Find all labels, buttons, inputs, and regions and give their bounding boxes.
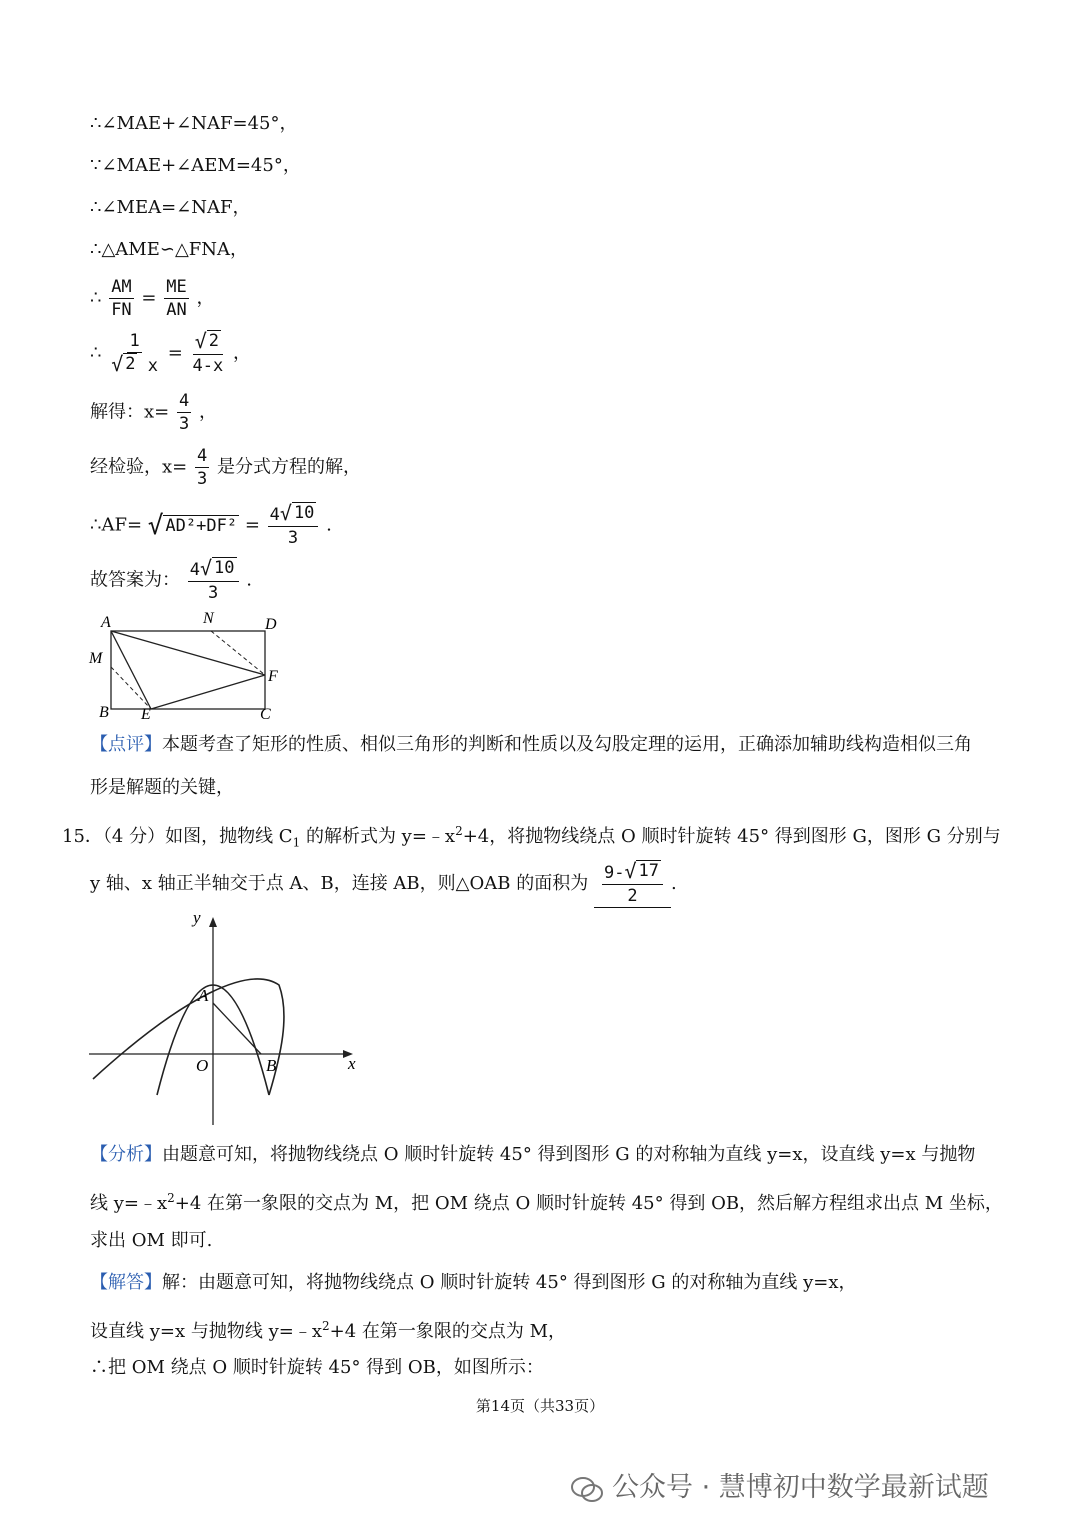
fraction-root2-over-4-x: √ 2 4-x xyxy=(192,329,224,376)
label-f: F xyxy=(268,668,278,685)
line-3: ∴∠MEA=∠NAF， xyxy=(90,197,251,218)
answer-blank xyxy=(594,860,671,908)
line-6-equation: ∴ 1 √ 2 x = √ 2 4-x ， xyxy=(90,329,251,376)
label-y: y xyxy=(193,908,201,927)
label-b: B xyxy=(99,704,109,721)
answer-fraction: 9- √ 17 2 xyxy=(602,860,663,907)
line-9-af: ∴AF= √ AD²+DF² = 4 √ 10 3 . xyxy=(90,501,332,548)
wechat-icon xyxy=(570,1475,604,1503)
watermark: 公众号 · 慧博初中数学最新试题 xyxy=(570,1465,989,1504)
segment-ef xyxy=(151,675,265,709)
segment-af xyxy=(111,631,265,675)
analysis-tag: 【分析】 xyxy=(90,1144,162,1165)
sqrt-ad-df: √ AD²+DF² xyxy=(147,510,238,541)
parabola-figure xyxy=(85,905,375,1135)
question-15-line-1: 15．（4 分）如图，抛物线 $C_1$ 的解析式为 $y=﹣x^2+4$，将抛物线绕点 O 顺时针旋转 45° 得到图形 G，图形 G 分别与 xyxy=(62,824,1001,850)
dashed-nf xyxy=(211,631,265,675)
fraction-4root10-3: 4 √ 10 3 xyxy=(268,502,319,549)
label-d: D xyxy=(265,616,277,633)
label-e: E xyxy=(141,706,151,723)
comment-tag: 【点评】 xyxy=(90,734,162,755)
label-o: O xyxy=(196,1056,209,1075)
solution-line-3: ∴把 OM 绕点 O 顺时针旋转 45° 得到 OB，如图所示： xyxy=(90,1357,544,1378)
rectangle-figure xyxy=(85,605,295,725)
fraction-am-fn: $\frac{AM}{FN}$ xyxy=(111,277,132,320)
label-a: A xyxy=(101,614,111,631)
fraction-me-an: $\frac{ME}{AN}$ xyxy=(166,277,187,320)
line-4: ∴△AME∽△FNA， xyxy=(90,239,249,260)
segment-ae xyxy=(111,631,151,709)
comment-line-2: 形是解题的关键， xyxy=(90,777,234,798)
solution-line-2: 设直线 y=x 与抛物线 $y=﹣x^2+4$ 在第一象限的交点为 M， xyxy=(90,1319,567,1342)
solution-tag: 【解答】 xyxy=(90,1272,162,1293)
page-footer: 第14页（共33页） xyxy=(475,1397,605,1415)
line-2: ∵∠MAE+∠AEM=45°， xyxy=(90,155,301,176)
analysis-line-2: 线 $y=﹣x^2+4$ 在第一象限的交点为 M，把 OM 绕点 O 顺时针旋转 45° 得到 OB，然后解方程组求出点 M 坐标， xyxy=(90,1191,1003,1214)
line-8-check: 经检验，x= $\frac{4}{3}$ 是分式方程的解， xyxy=(90,446,361,489)
question-15-line-2: y 轴、x 轴正半轴交于点 A、B，连接 AB，则△OAB 的面积为 9- √ 17 2 . xyxy=(90,859,677,906)
label-n: N xyxy=(203,610,214,627)
line-1: ∴∠MAE+∠NAF=45°， xyxy=(90,113,298,134)
segment-ab xyxy=(213,1003,261,1054)
fraction-4-3: $\frac{4}{3}$ xyxy=(178,391,190,434)
fraction-4-3: $\frac{4}{3}$ xyxy=(196,446,208,489)
fraction-4root10-3: 4 √ 10 3 xyxy=(188,557,239,604)
y-axis-arrow xyxy=(209,917,217,927)
solution-line-1: 【解答】解：由题意可知，将抛物线绕点 O 顺时针旋转 45° 得到图形 G 的对称轴为直线 y=x， xyxy=(90,1272,857,1293)
fraction-1-over-root2x: 1 √ 2 x xyxy=(111,331,158,376)
analysis-line-3: 求出 OM 即可. xyxy=(90,1230,213,1251)
comment-line-1: 【点评】本题考查了矩形的性质、相似三角形的判断和性质以及勾股定理的运用，正确添加辅助线构造相似三角 xyxy=(90,734,972,755)
label-b: B xyxy=(266,1056,277,1075)
dashed-me xyxy=(111,667,151,709)
label-c: C xyxy=(260,706,271,723)
rotated-graph-g xyxy=(93,979,284,1095)
label-x: x xyxy=(348,1054,356,1073)
label-a: A xyxy=(198,986,209,1005)
analysis-line-1: 【分析】由题意可知，将抛物线绕点 O 顺时针旋转 45° 得到图形 G 的对称轴为直线 y=x，设直线 y=x 与抛物 xyxy=(90,1144,976,1165)
line-10-answer: 故答案为： 4 √ 10 3 . xyxy=(90,556,252,603)
line-7-solve: 解得：x= $\frac{4}{3}$ ， xyxy=(90,391,217,434)
line-5-ratio: ∴ $\frac{AM}{FN}$ = $\frac{ME}{AN}$ ， xyxy=(90,277,215,320)
label-m: M xyxy=(89,650,103,667)
